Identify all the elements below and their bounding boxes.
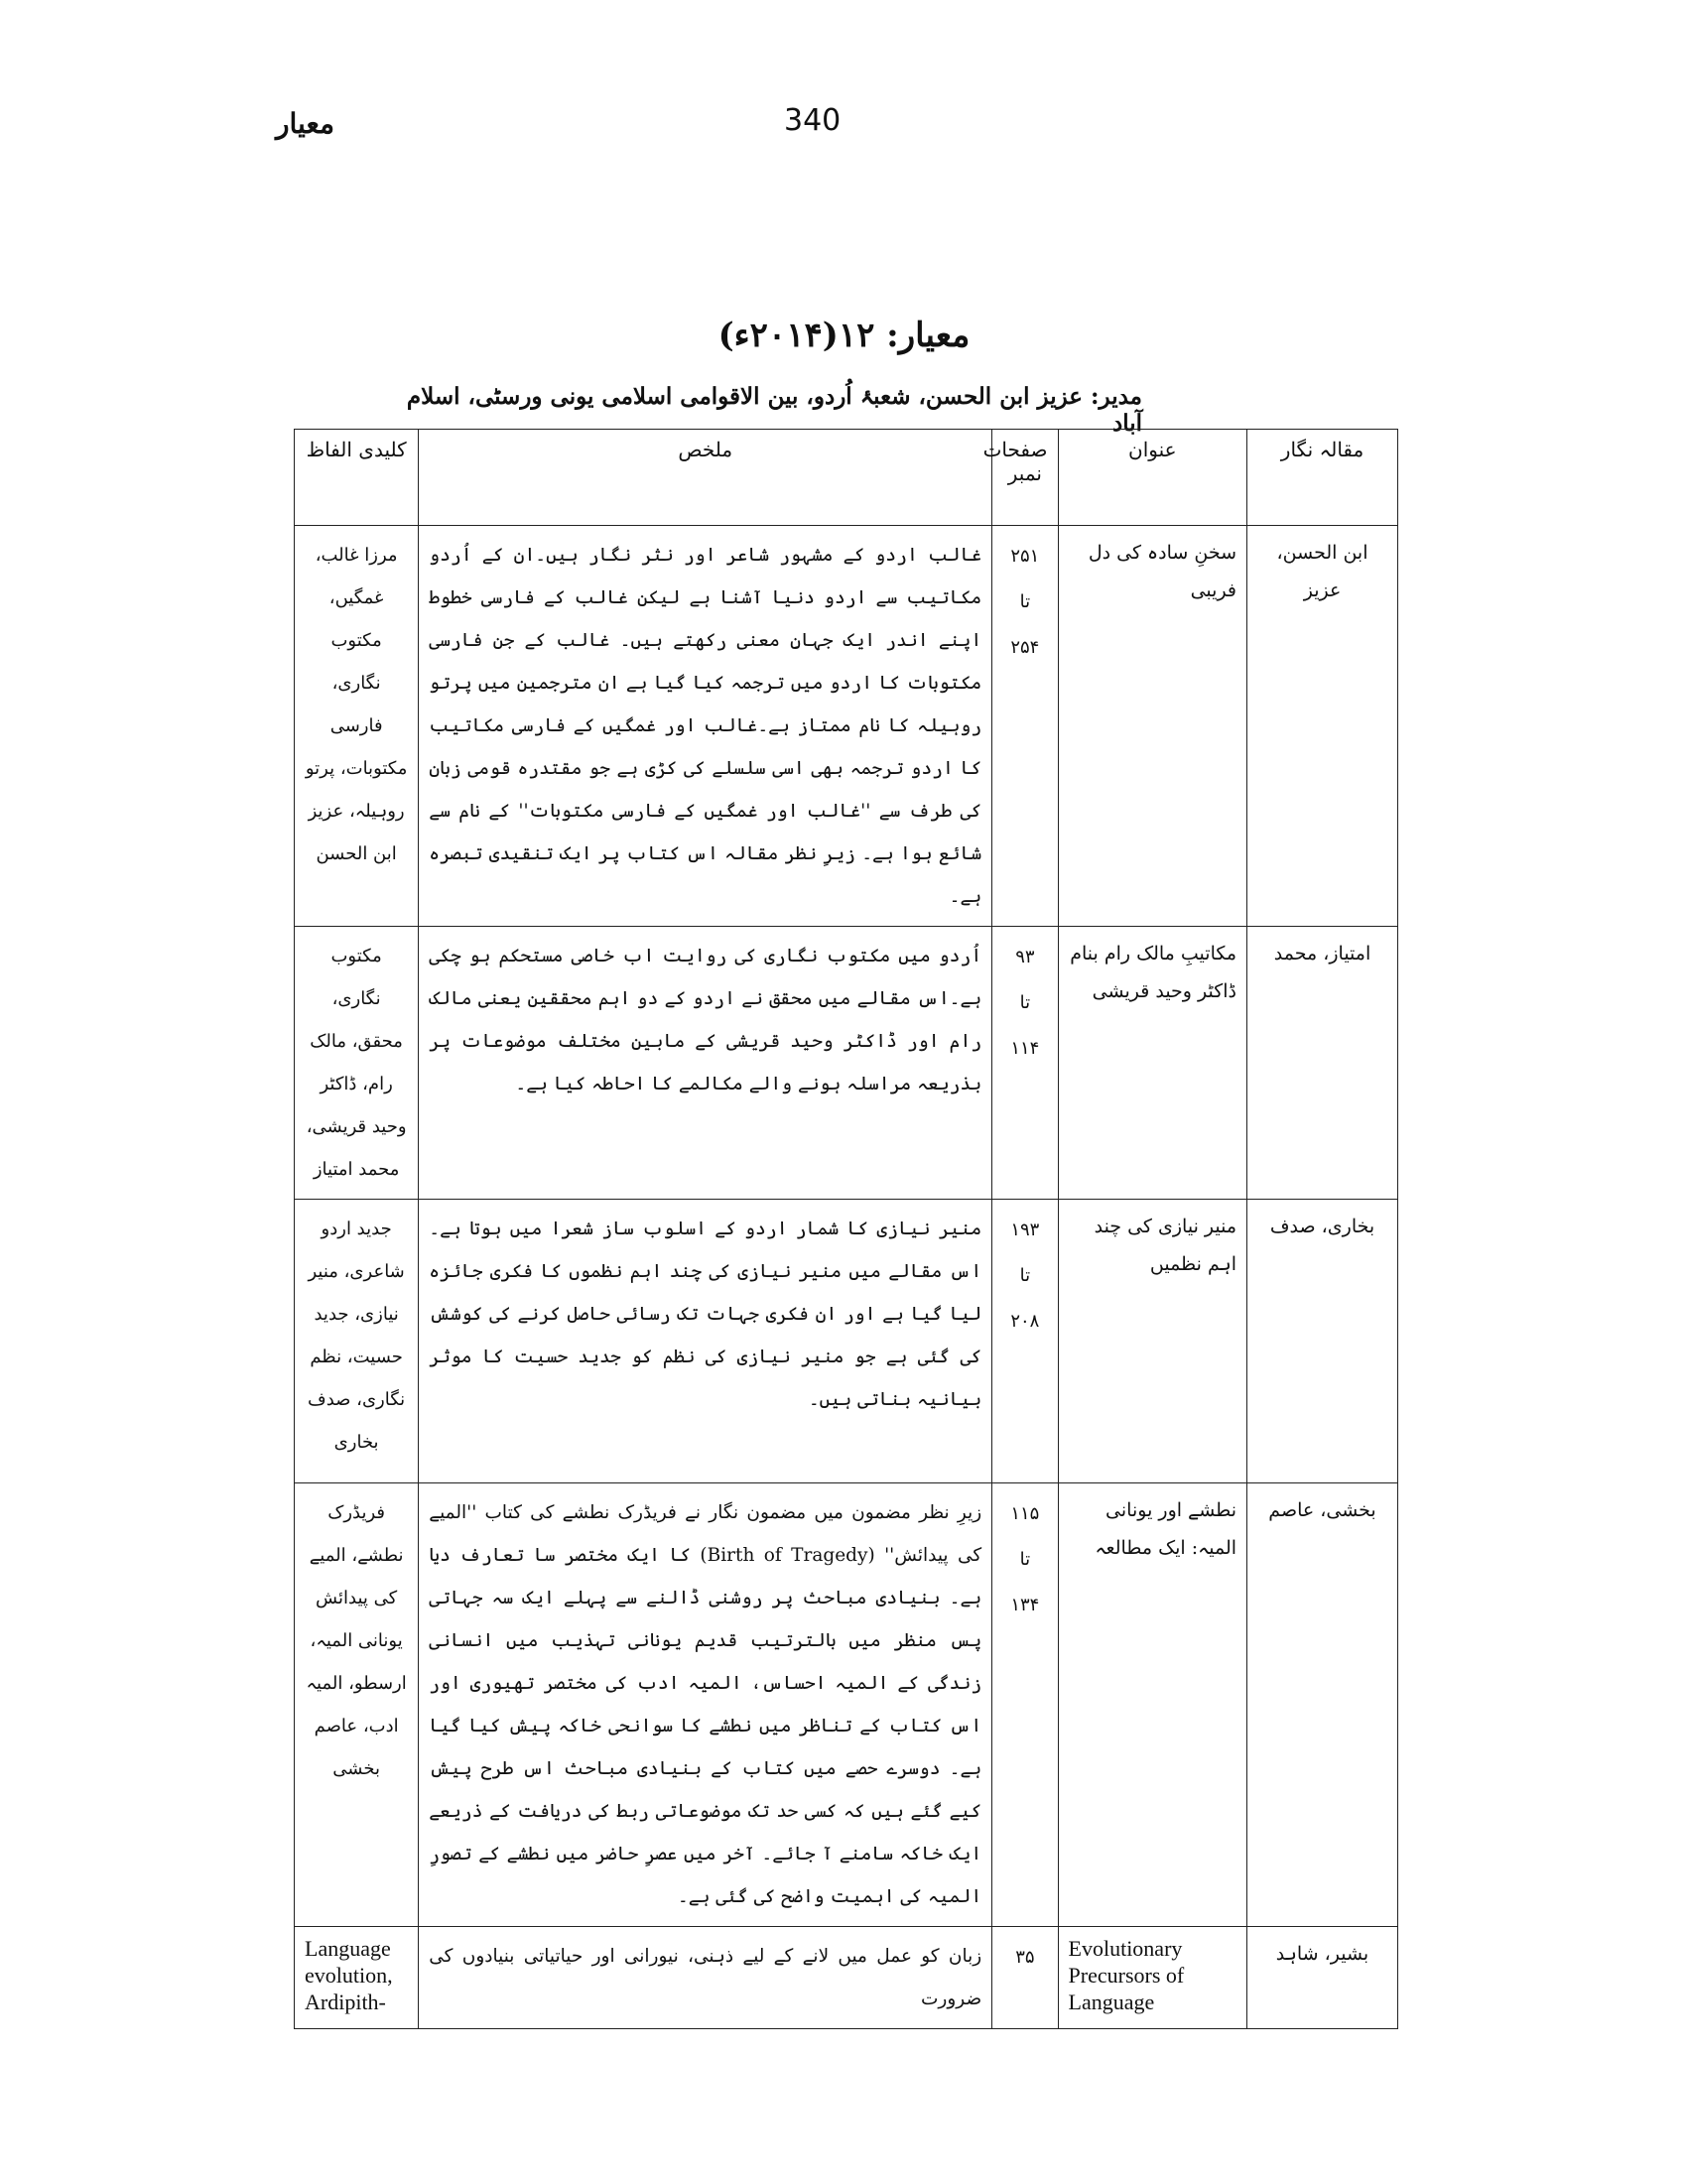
page-separator: تا [1019,1549,1031,1570]
cell-pages [992,1483,1058,1927]
english-title: Evolutionary Precursors of Language [1068,1936,1185,2014]
page-end: ۱۳۴ [1010,1595,1040,1615]
page-separator: تا [1019,591,1031,612]
cell-title: سخنِ سادہ کی دل فریبی [1058,526,1247,927]
cell-author: بشیر، شاہد [1247,1927,1398,2029]
cell-summary: اُردو میں مکتوب نگاری کی روایت اب خاصی مستحکم ہو چکی ہے۔اس مقالے میں محقق نے اردو کے دو اہم محققین یعنی مالک رام اور ڈاکٹر وحید قریشی کے مابین مختلف موضوعات پر بذریعہ مراسلہ ہونے والے مکالمے کا احاطہ کیا ہے۔ [419,927,992,1200]
running-head-journal-name: معیار [276,107,335,140]
page-start: ۱۱۵ [1010,1503,1040,1524]
header-title: عنوان [1058,430,1247,526]
cell-author: بخاری، صدف [1247,1200,1398,1483]
page-end: ۲۰۸ [1010,1311,1040,1332]
page-header [0,99,1688,159]
page-number: 340 [784,103,842,138]
cell-keywords: فریڈرک نطشے، المیے کی پیدائش یونانی المیہ، ارسطو، المیہ ادب، عاصم بخشی [295,1483,419,1927]
header-pages: صفحات نمبر [992,430,1058,526]
cell-title: مکاتیبِ مالک رام بنام ڈاکٹر وحید قریشی [1058,927,1247,1200]
page-start: ۹۳ [1015,947,1035,967]
cell-author: امتیاز، محمد [1247,927,1398,1200]
article-index-table [294,429,1398,2029]
page-start: ۱۹۳ [1010,1220,1040,1240]
cell-keywords: جدید اردو شاعری، منیر نیازی، جدید حسیت، نظم نگاری، صدف بخاری [295,1200,419,1483]
table-row [295,1483,1398,1927]
page-separator: تا [1019,992,1031,1013]
header-summary: ملخص [419,430,992,526]
header-author: مقالہ نگار [1247,430,1398,526]
table-row [295,1927,1398,2029]
cell-title [1058,1927,1247,2029]
cell-title: نطشے اور یونانی المیہ: ایک مطالعہ [1058,1483,1247,1927]
table-row [295,526,1398,927]
cell-summary: غالب اردو کے مشہور شاعر اور نثر نگار ہیں۔ان کے اُردو مکاتیب سے اردو دنیا آشنا ہے لیکن غالب کے فارسی خطوط اپنے اندر ایک جہانِ معنی رکھتے ہیں۔ غالب کے جن فارسی مکتوبات کا اردو میں ترجمہ کیا گیا ہے ان مترجمین میں پرتو روہیلہ کا نام ممتاز ہے۔غالب اور غمگیں کے فارسی مکاتیب کا اردو ترجمہ بھی اسی سلسلے کی کڑی ہے جو مقتدرہ قومی زبان کی طرف سے ''غالب اور غمگیں کے فارسی مکتوبات'' کے نام سے شائع ہوا ہے۔ زیرِ نظر مقالہ اس کتاب پر ایک تنقیدی تبصرہ ہے۔ [419,526,992,927]
page-end: ۱۱۴ [1010,1038,1040,1059]
page-separator: تا [1019,1265,1031,1286]
english-keywords: Language evolution, Ardipith- [305,1936,393,2014]
page-start: ۳۵ [1015,1947,1035,1968]
table-row [295,1200,1398,1483]
cell-author: بخشی، عاصم [1247,1483,1398,1927]
cell-author: ابن الحسن، عزیز [1247,526,1398,927]
editor-line: مدیر: عزیز ابن الحسن، شعبۂ اُردو، بین الاقوامی اسلامی یونی ورسٹی، اسلام آباد [406,383,1142,437]
table-row [295,927,1398,1200]
cell-summary: زبان کو عمل میں لانے کے لیے ذہنی، نیورانی اور حیاتیاتی بنیادوں کی ضرورت [419,1927,992,2029]
cell-title: منیر نیازی کی چند اہم نظمیں [1058,1200,1247,1483]
cell-pages [992,1200,1058,1483]
cell-summary: زیرِ نظر مضمون میں مضمون نگار نے فریڈرک نطشے کی کتاب ''المیے کی پیدائش'' (Birth of Tragedy) کا ایک مختصر سا تعارف دیا ہے۔ بنیادی مباحث پر روشنی ڈالنے سے پہلے ایک سہ جہاتی پس منظر میں بالترتیب قدیم یونانی تہذیب میں انسانی زندگی کے المیہ احساس، المیہ ادب کی مختصر تھیوری اور اس کتاب کے تناظر میں نطشے کا سوانحی خاکہ پیش کیا گیا ہے۔ دوسرے حصے میں کتاب کے بنیادی مباحث اس طرح پیش کیے گئے ہیں کہ کسی حد تک موضوعاتی ربط کی دریافت کے ذریعے ایک خاکہ سامنے آ جائے۔ آخر میں عصرِ حاضر میں نطشے کے تصورِ المیہ کی اہمیت واضح کی گئی ہے۔ [419,1483,992,1927]
cell-keywords [295,1927,419,2029]
page-start: ۲۵۱ [1010,546,1040,567]
table-header-row [295,430,1398,526]
cell-keywords: مکتوب نگاری، محقق، مالک رام، ڈاکٹر وحید قریشی، محمد امتیاز [295,927,419,1200]
cell-pages [992,1927,1058,2029]
cell-pages [992,526,1058,927]
page-end: ۲۵۴ [1010,637,1040,658]
cell-summary: منیر نیازی کا شمار اردو کے اسلوب ساز شعرا میں ہوتا ہے۔اس مقالے میں منیر نیازی کی چند اہم نظموں کا فکری جائزہ لیا گیا ہے اور ان فکری جہات تک رسائی حاصل کرنے کی کوشش کی گئی ہے جو منیر نیازی کی نظم کو جدید حسیت کا موثر بیانیہ بناتی ہیں۔ [419,1200,992,1483]
issue-title: معیار: ۱۲(۲۰۱۴ء) [717,316,971,355]
cell-keywords: مرزا غالب، غمگیں، مکتوب نگاری، فارسی مکتوبات، پرتو روہیلہ، عزیز ابن الحسن [295,526,419,927]
header-keywords: کلیدی الفاظ [295,430,419,526]
cell-pages [992,927,1058,1200]
